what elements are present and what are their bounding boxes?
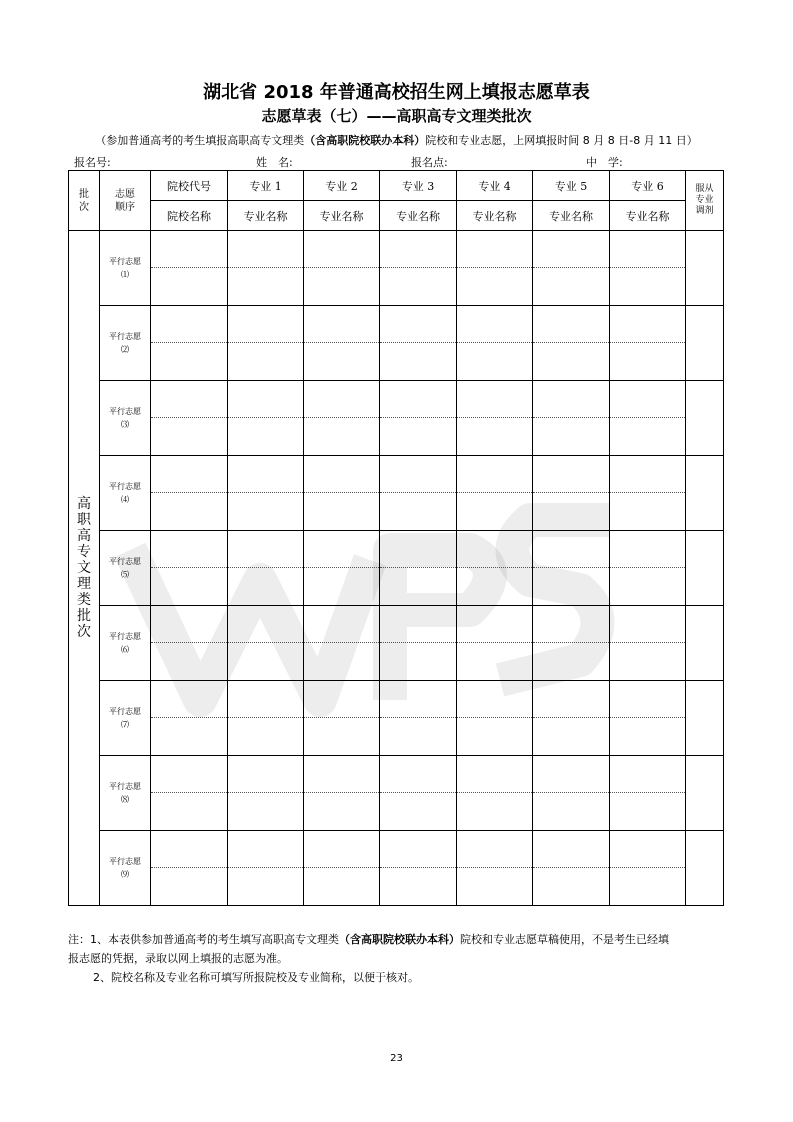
- major-3-code-input[interactable]: [380, 756, 457, 793]
- major-6-name-input[interactable]: [610, 793, 686, 831]
- header-adjust: [686, 171, 724, 231]
- school-name-input[interactable]: [151, 793, 228, 831]
- major-5-name-input[interactable]: [533, 793, 610, 831]
- major-4-code-input[interactable]: [457, 606, 533, 643]
- volunteer-label: 平行志愿: [109, 857, 141, 866]
- major-4-code-input[interactable]: [457, 456, 533, 493]
- volunteer-number: ⑶: [121, 420, 129, 429]
- major-3-name-input[interactable]: [380, 568, 457, 606]
- major-5-name-input[interactable]: [533, 268, 610, 306]
- major-5-name-input[interactable]: [533, 568, 610, 606]
- volunteer-order-4: [100, 456, 151, 531]
- major-5-name-input[interactable]: [533, 643, 610, 681]
- footnote-line-3: 2、院校名称及专业名称可填写所报院校及专业简称，以便于核对。: [93, 971, 419, 984]
- major-1-name-input[interactable]: [228, 793, 304, 831]
- header-major-name: 专业名称: [533, 201, 610, 231]
- volunteer-order-1: [100, 231, 151, 306]
- footnote-1-prefix: 注：1、本表供参加普通高考的考生填写高职高专文理类: [68, 933, 339, 946]
- school-name-input[interactable]: [151, 643, 228, 681]
- volunteer-order-9: [100, 831, 151, 906]
- footnote-1-suffix: 院校和专业志愿草稿使用，不是考生已经填: [460, 933, 669, 946]
- major-3-code-input[interactable]: [380, 456, 457, 493]
- header-school-name: 院校名称: [151, 201, 228, 231]
- header-major-5: 专业 5: [533, 171, 610, 201]
- major-1-code-input[interactable]: [228, 531, 304, 568]
- volunteer-label: 平行志愿: [109, 632, 141, 641]
- major-6-name-input[interactable]: [610, 343, 686, 381]
- major-3-name-input[interactable]: [380, 493, 457, 531]
- major-6-name-input[interactable]: [610, 643, 686, 681]
- footnote-1-bold: （含高职院校联办本科）: [339, 933, 460, 946]
- school-code-input[interactable]: [151, 231, 228, 268]
- major-4-code-input[interactable]: [457, 756, 533, 793]
- school-name-input[interactable]: [151, 493, 228, 531]
- major-6-name-input[interactable]: [610, 868, 686, 906]
- major-2-code-input[interactable]: [304, 831, 380, 868]
- major-5-name-input[interactable]: [533, 418, 610, 456]
- footnote-line-1: [68, 930, 733, 949]
- major-5-code-input[interactable]: [533, 306, 610, 343]
- header-major-name: 专业名称: [457, 201, 533, 231]
- major-2-name-input[interactable]: [304, 868, 380, 906]
- major-4-code-input[interactable]: [457, 831, 533, 868]
- volunteer-order-2: [100, 306, 151, 381]
- major-5-code-input[interactable]: [533, 531, 610, 568]
- header-school-code: 院校代号: [151, 171, 228, 201]
- instruction-suffix: 院校和专业志愿，上网填报时间 8 月 8 日-8 月 11 日）: [425, 134, 698, 147]
- major-1-name-input[interactable]: [228, 343, 304, 381]
- major-2-name-input[interactable]: [304, 343, 380, 381]
- school-name-input[interactable]: [151, 343, 228, 381]
- major-2-name-input[interactable]: [304, 493, 380, 531]
- batch-label-cell: [69, 231, 100, 906]
- major-3-code-input[interactable]: [380, 306, 457, 343]
- adjust-input[interactable]: [686, 306, 724, 381]
- volunteer-order-7: [100, 681, 151, 756]
- volunteer-order-6: [100, 606, 151, 681]
- batch-label-char: 理: [77, 576, 91, 592]
- major-2-name-input[interactable]: [304, 718, 380, 756]
- major-5-code-input[interactable]: [533, 381, 610, 418]
- major-6-code-input[interactable]: [610, 381, 686, 418]
- major-6-code-input[interactable]: [610, 831, 686, 868]
- adjust-input[interactable]: [686, 756, 724, 831]
- volunteer-label: 平行志愿: [109, 257, 141, 266]
- major-6-code-input[interactable]: [610, 531, 686, 568]
- instruction-line: [0, 132, 793, 148]
- major-1-name-input[interactable]: [228, 493, 304, 531]
- major-5-name-input[interactable]: [533, 868, 610, 906]
- major-5-code-input[interactable]: [533, 756, 610, 793]
- header-major-name: 专业名称: [610, 201, 686, 231]
- volunteer-number: ⑸: [121, 570, 129, 579]
- header-order-line2: 顺序: [115, 201, 135, 213]
- major-3-name-input[interactable]: [380, 268, 457, 306]
- major-3-code-input[interactable]: [380, 681, 457, 718]
- major-1-name-input[interactable]: [228, 268, 304, 306]
- major-4-name-input[interactable]: [457, 868, 533, 906]
- header-major-name: 专业名称: [228, 201, 304, 231]
- major-5-name-input[interactable]: [533, 343, 610, 381]
- major-4-code-input[interactable]: [457, 381, 533, 418]
- major-4-name-input[interactable]: [457, 793, 533, 831]
- header-major-4: 专业 4: [457, 171, 533, 201]
- major-4-code-input[interactable]: [457, 231, 533, 268]
- header-adjust-line2: 专业: [695, 195, 714, 205]
- major-6-code-input[interactable]: [610, 306, 686, 343]
- header-adjust-line1: 服从: [695, 184, 714, 194]
- footnote-line-2: 报志愿的凭据，录取以网上填报的志愿为准。: [68, 952, 288, 965]
- adjust-input[interactable]: [686, 456, 724, 531]
- major-4-code-input[interactable]: [457, 681, 533, 718]
- volunteer-label: 平行志愿: [109, 482, 141, 491]
- instruction-prefix: （参加普通高考的考生填报高职高专文理类: [95, 134, 305, 147]
- major-4-name-input[interactable]: [457, 493, 533, 531]
- volunteer-label: 平行志愿: [109, 707, 141, 716]
- major-6-name-input[interactable]: [610, 718, 686, 756]
- major-4-code-input[interactable]: [457, 531, 533, 568]
- name-label: 姓 名:: [256, 156, 293, 169]
- major-4-name-input[interactable]: [457, 643, 533, 681]
- major-3-code-input[interactable]: [380, 531, 457, 568]
- major-2-name-input[interactable]: [304, 418, 380, 456]
- header-major-name: 专业名称: [380, 201, 457, 231]
- batch-label-char: 专: [77, 544, 91, 560]
- major-6-code-input[interactable]: [610, 756, 686, 793]
- volunteer-label: 平行志愿: [109, 332, 141, 341]
- volunteer-label: 平行志愿: [109, 557, 141, 566]
- major-5-code-input[interactable]: [533, 606, 610, 643]
- major-2-code-input[interactable]: [304, 681, 380, 718]
- major-1-name-input[interactable]: [228, 418, 304, 456]
- major-1-name-input[interactable]: [228, 718, 304, 756]
- header-batch-text: 批次: [79, 188, 89, 213]
- header-order-line1: 志愿: [115, 188, 135, 200]
- header-order: [100, 171, 151, 231]
- page-number: 23: [390, 1053, 403, 1064]
- major-5-name-input[interactable]: [533, 718, 610, 756]
- major-1-name-input[interactable]: [228, 643, 304, 681]
- volunteer-number: ⑺: [121, 720, 129, 729]
- major-5-code-input[interactable]: [533, 831, 610, 868]
- school-code-input[interactable]: [151, 531, 228, 568]
- adjust-input[interactable]: [686, 381, 724, 456]
- header-adjust-line3: 调剂: [695, 206, 714, 216]
- major-1-code-input[interactable]: [228, 306, 304, 343]
- major-1-code-input[interactable]: [228, 456, 304, 493]
- header-major-name: 专业名称: [304, 201, 380, 231]
- school-code-input[interactable]: [151, 681, 228, 718]
- major-6-code-input[interactable]: [610, 606, 686, 643]
- volunteer-number: ⑼: [121, 870, 129, 879]
- adjust-input[interactable]: [686, 831, 724, 906]
- major-3-code-input[interactable]: [380, 831, 457, 868]
- school-code-input[interactable]: [151, 381, 228, 418]
- major-3-code-input[interactable]: [380, 231, 457, 268]
- volunteer-number: ⑵: [121, 345, 129, 354]
- major-1-code-input[interactable]: [228, 681, 304, 718]
- major-4-code-input[interactable]: [457, 306, 533, 343]
- major-1-code-input[interactable]: [228, 381, 304, 418]
- major-4-name-input[interactable]: [457, 268, 533, 306]
- major-6-name-input[interactable]: [610, 268, 686, 306]
- major-5-code-input[interactable]: [533, 681, 610, 718]
- adjust-input[interactable]: [686, 231, 724, 306]
- volunteer-number: ⑴: [121, 270, 129, 279]
- school-code-input[interactable]: [151, 306, 228, 343]
- major-6-code-input[interactable]: [610, 681, 686, 718]
- major-2-code-input[interactable]: [304, 306, 380, 343]
- major-1-name-input[interactable]: [228, 868, 304, 906]
- batch-label-char: 高: [77, 528, 91, 544]
- major-1-name-input[interactable]: [228, 568, 304, 606]
- school-code-input[interactable]: [151, 756, 228, 793]
- header-major-1: 专业 1: [228, 171, 304, 201]
- volunteer-label: 平行志愿: [109, 782, 141, 791]
- major-3-code-input[interactable]: [380, 606, 457, 643]
- major-1-code-input[interactable]: [228, 756, 304, 793]
- major-2-code-input[interactable]: [304, 456, 380, 493]
- major-2-name-input[interactable]: [304, 268, 380, 306]
- adjust-input[interactable]: [686, 531, 724, 606]
- major-6-name-input[interactable]: [610, 493, 686, 531]
- major-6-name-input[interactable]: [610, 568, 686, 606]
- major-4-name-input[interactable]: [457, 418, 533, 456]
- school-code-input[interactable]: [151, 456, 228, 493]
- volunteer-number: ⑹: [121, 645, 129, 654]
- school-code-input[interactable]: [151, 606, 228, 643]
- school-name-input[interactable]: [151, 568, 228, 606]
- volunteer-label: 平行志愿: [109, 407, 141, 416]
- instruction-bold: （含高职院校联办本科）: [304, 134, 426, 147]
- major-2-code-input[interactable]: [304, 606, 380, 643]
- major-4-name-input[interactable]: [457, 718, 533, 756]
- batch-label-char: 职: [77, 512, 91, 528]
- header-batch: [69, 171, 100, 231]
- major-2-name-input[interactable]: [304, 568, 380, 606]
- page-subtitle: 志愿草表（七）——高职高专文理类批次: [261, 107, 532, 125]
- major-1-code-input[interactable]: [228, 606, 304, 643]
- header-major-6: 专业 6: [610, 171, 686, 201]
- school-label: 中 学:: [586, 156, 623, 169]
- major-3-name-input[interactable]: [380, 643, 457, 681]
- volunteer-table: [68, 170, 724, 906]
- major-2-name-input[interactable]: [304, 793, 380, 831]
- major-4-name-input[interactable]: [457, 568, 533, 606]
- header-major-2: 专业 2: [304, 171, 380, 201]
- batch-label-char: 类: [77, 592, 91, 608]
- reg-no-label: 报名号:: [74, 156, 111, 169]
- major-6-code-input[interactable]: [610, 231, 686, 268]
- major-2-code-input[interactable]: [304, 231, 380, 268]
- reg-site-label: 报名点:: [411, 156, 448, 169]
- major-3-name-input[interactable]: [380, 718, 457, 756]
- major-5-name-input[interactable]: [533, 493, 610, 531]
- major-5-code-input[interactable]: [533, 456, 610, 493]
- major-3-name-input[interactable]: [380, 418, 457, 456]
- volunteer-order-5: [100, 531, 151, 606]
- school-code-input[interactable]: [151, 831, 228, 868]
- major-2-name-input[interactable]: [304, 643, 380, 681]
- major-2-code-input[interactable]: [304, 756, 380, 793]
- major-6-code-input[interactable]: [610, 456, 686, 493]
- school-name-input[interactable]: [151, 268, 228, 306]
- school-name-input[interactable]: [151, 868, 228, 906]
- major-6-name-input[interactable]: [610, 418, 686, 456]
- major-1-code-input[interactable]: [228, 831, 304, 868]
- volunteer-number: ⑻: [121, 795, 129, 804]
- major-2-code-input[interactable]: [304, 531, 380, 568]
- major-3-name-input[interactable]: [380, 793, 457, 831]
- school-name-input[interactable]: [151, 718, 228, 756]
- major-5-code-input[interactable]: [533, 231, 610, 268]
- adjust-input[interactable]: [686, 681, 724, 756]
- major-4-name-input[interactable]: [457, 343, 533, 381]
- page-title: 湖北省 2018 年普通高校招生网上填报志愿草表: [203, 82, 590, 103]
- major-3-name-input[interactable]: [380, 868, 457, 906]
- volunteer-order-8: [100, 756, 151, 831]
- major-3-code-input[interactable]: [380, 381, 457, 418]
- batch-label-char: 文: [77, 560, 91, 576]
- school-name-input[interactable]: [151, 418, 228, 456]
- header-major-3: 专业 3: [380, 171, 457, 201]
- volunteer-number: ⑷: [121, 495, 129, 504]
- major-3-name-input[interactable]: [380, 343, 457, 381]
- batch-label-char: 次: [77, 624, 91, 640]
- major-2-code-input[interactable]: [304, 381, 380, 418]
- batch-label-char: 批: [77, 608, 91, 624]
- adjust-input[interactable]: [686, 606, 724, 681]
- major-1-code-input[interactable]: [228, 231, 304, 268]
- volunteer-order-3: [100, 381, 151, 456]
- batch-label-char: 高: [77, 496, 91, 512]
